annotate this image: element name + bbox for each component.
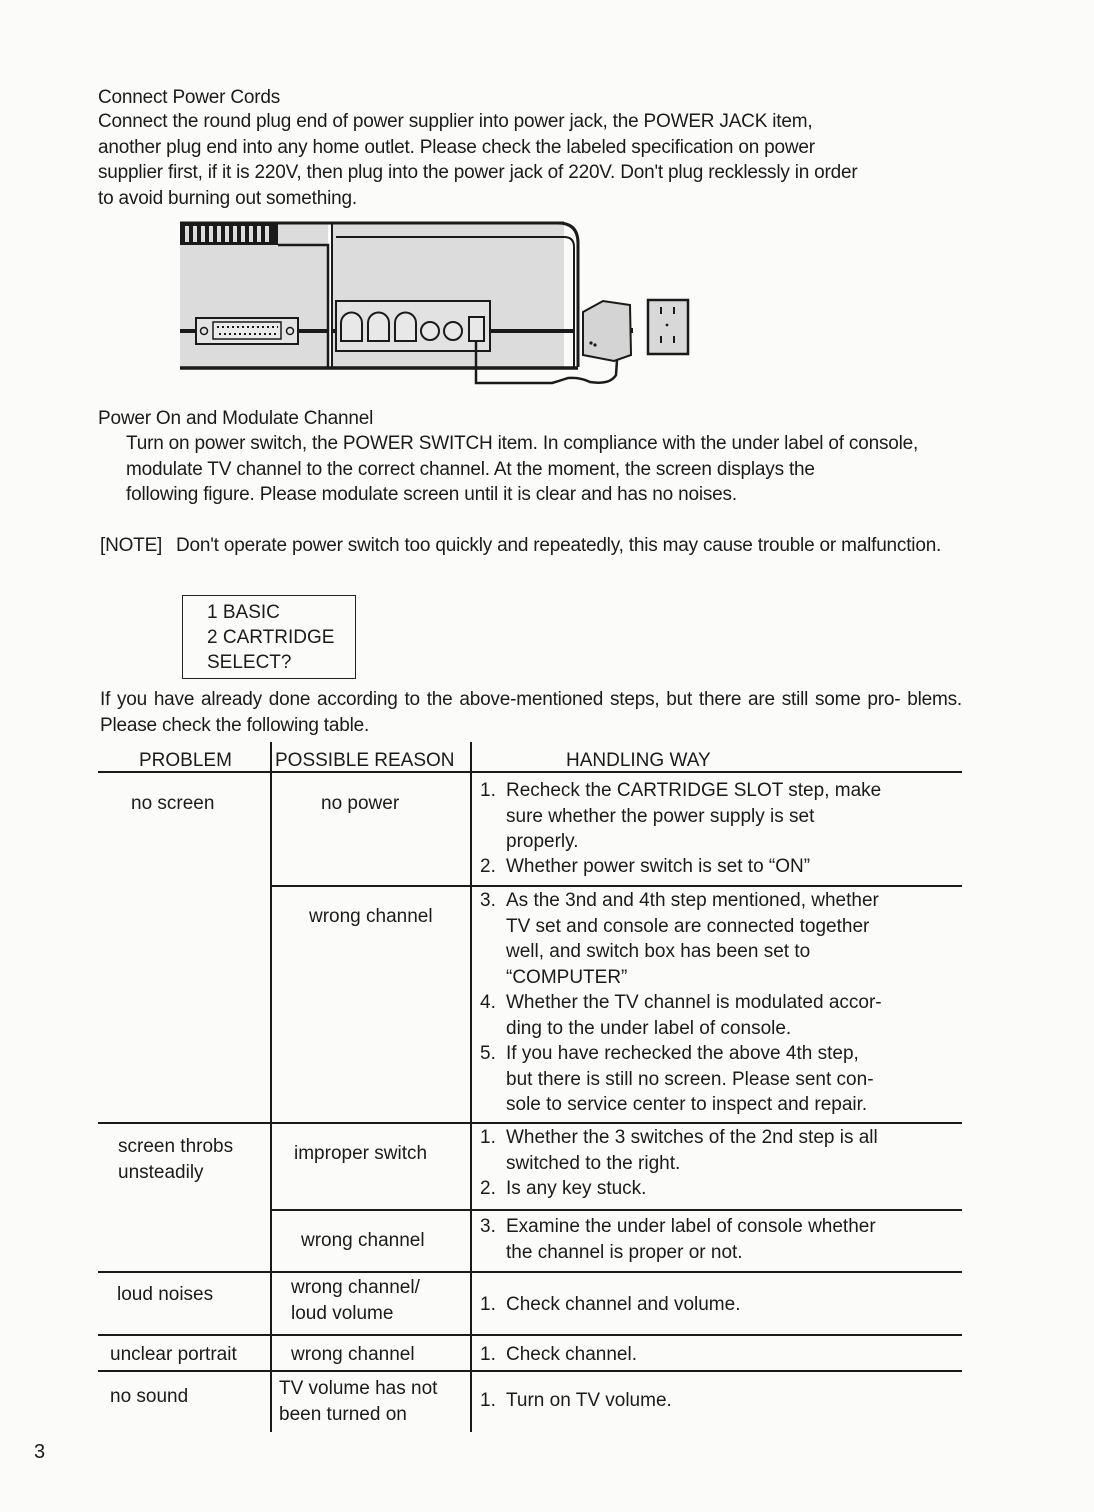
vent-grille-icon — [180, 223, 278, 245]
screen-line: 1 BASIC — [207, 602, 280, 623]
step-line: Whether the 3 switches of the 2nd step is all — [506, 1127, 878, 1148]
step-line: Check channel and volume. — [506, 1294, 741, 1315]
step-line: the channel is proper or not. — [506, 1241, 743, 1263]
step-line: ding to the under label of console. — [506, 1017, 792, 1039]
section-title-power-on: Power On and Modulate Channel — [98, 408, 374, 429]
tv-jack-icon — [444, 322, 462, 340]
reason-cell: wrong channel — [309, 906, 433, 927]
header-problem: PROBLEM — [139, 750, 232, 771]
step-number: 3. — [480, 890, 496, 911]
header-handling-way: HANDLING WAY — [566, 750, 711, 771]
paragraph-line: another plug end into any home outlet. Please check the labeled specification on power — [98, 136, 815, 158]
table-rule — [98, 771, 962, 773]
paragraph-line: Connect the round plug end of power supplier into power jack, the POWER JACK item, — [98, 111, 813, 132]
table-rule — [98, 1334, 962, 1336]
problem-cell: no sound — [110, 1386, 189, 1407]
column-divider — [470, 742, 472, 1432]
power-jack-icon — [469, 317, 484, 341]
screen-line: SELECT? — [207, 652, 292, 673]
step-line: Recheck the CARTRIDGE SLOT step, make — [506, 780, 882, 801]
diagram-svg — [170, 215, 770, 395]
step-line: “COMPUTER” — [506, 966, 628, 988]
joystick-port-icon — [368, 313, 389, 342]
joystick-port-icon — [395, 313, 416, 342]
reason-line: loud volume — [291, 1302, 394, 1324]
troubleshooting-table — [98, 742, 962, 1432]
note — [100, 533, 960, 559]
problem-cell — [118, 1134, 233, 1185]
header-possible-reason: POSSIBLE REASON — [275, 750, 455, 771]
section-body-connect-power-cords — [98, 109, 938, 211]
step-number: 5. — [480, 1043, 496, 1064]
table-rule — [98, 1122, 962, 1124]
note-label: [NOTE] — [100, 535, 163, 556]
step-line: but there is still no screen. Please sent con- — [506, 1068, 874, 1090]
power-connection-diagram — [170, 215, 770, 395]
problem-line: unsteadily — [118, 1161, 204, 1183]
av-jack-icon — [421, 322, 439, 340]
table-rule — [270, 885, 962, 887]
step-line: TV set and console are connected together — [506, 915, 870, 937]
table-rule — [98, 1370, 962, 1372]
step-line: Is any key stuck. — [506, 1178, 647, 1199]
step-line: Examine the under label of console whether — [506, 1216, 876, 1237]
reason-cell: improper switch — [294, 1143, 428, 1164]
problem-line: screen throbs — [118, 1136, 234, 1157]
step-line: well, and switch box has been set to — [506, 941, 811, 962]
paragraph-line: following figure. Please modulate screen until it is clear and has no noises. — [126, 484, 737, 505]
table-rule — [98, 1271, 962, 1273]
section-body-power-on — [126, 431, 966, 508]
page-number: 3 — [34, 1441, 46, 1463]
reason-line: wrong channel/ — [291, 1277, 420, 1298]
reason-cell — [279, 1376, 437, 1427]
problem-cell: no screen — [131, 793, 215, 814]
screen-line: 2 CARTRIDGE — [207, 627, 335, 648]
step-line: Check channel. — [506, 1344, 637, 1365]
step-number: 3. — [480, 1216, 496, 1237]
step-number: 1. — [480, 1127, 496, 1148]
power-adapter-icon — [583, 301, 633, 361]
step-line: Turn on TV volume. — [506, 1390, 672, 1411]
printer-port-icon — [196, 318, 298, 344]
section-title-connect-power-cords: Connect Power Cords — [98, 87, 281, 108]
step-number: 2. — [480, 1178, 496, 1199]
troubleshooting-intro: If you have already done according to the above-mentioned steps, but there are still some pro- blems. Please check the following table. — [100, 689, 962, 736]
problem-cell: unclear portrait — [110, 1344, 237, 1365]
step-number: 2. — [480, 856, 496, 877]
reason-line: TV volume has not — [279, 1378, 438, 1399]
reason-cell — [291, 1275, 420, 1326]
paragraph-line: modulate TV channel to the correct channel. At the moment, the screen displays the — [126, 458, 815, 480]
step-number: 1. — [480, 1294, 496, 1315]
wall-outlet-icon — [648, 300, 688, 354]
screen-display-figure — [182, 595, 356, 679]
paragraph-line: Turn on power switch, the POWER SWITCH item. In compliance with the under label of console, — [126, 433, 919, 454]
step-number: 1. — [480, 1390, 496, 1411]
problem-cell: loud noises — [117, 1284, 214, 1305]
step-line: sure whether the power supply is set — [506, 805, 815, 827]
step-line: switched to the right. — [506, 1152, 681, 1174]
column-divider — [270, 742, 272, 1432]
reason-cell: no power — [321, 793, 400, 814]
paragraph-line: supplier first, if it is 220V, then plug into the power jack of 220V. Don't plug recklessly in order — [98, 162, 858, 183]
step-line: If you have rechecked the above 4th step, — [506, 1043, 859, 1064]
note-text: Don't operate power switch too quickly and repeatedly, this may cause trouble or malfunction. — [176, 535, 942, 556]
step-line: Whether power switch is set to “ON” — [506, 856, 811, 877]
step-line: Whether the TV channel is modulated accor- — [506, 992, 882, 1013]
step-line: sole to service center to inspect and repair. — [506, 1094, 868, 1115]
step-line: properly. — [506, 831, 579, 852]
paragraph-line: to avoid burning out something. — [98, 187, 357, 209]
reason-line: been turned on — [279, 1403, 407, 1425]
step-number: 4. — [480, 992, 496, 1013]
step-line: As the 3nd and 4th step mentioned, whether — [506, 890, 879, 911]
joystick-port-icon — [341, 313, 362, 342]
reason-cell: wrong channel — [291, 1344, 415, 1365]
table-rule — [270, 1209, 962, 1211]
reason-cell: wrong channel — [301, 1230, 425, 1251]
connector-panel — [336, 301, 490, 351]
step-number: 1. — [480, 780, 496, 801]
step-number: 1. — [480, 1344, 496, 1365]
